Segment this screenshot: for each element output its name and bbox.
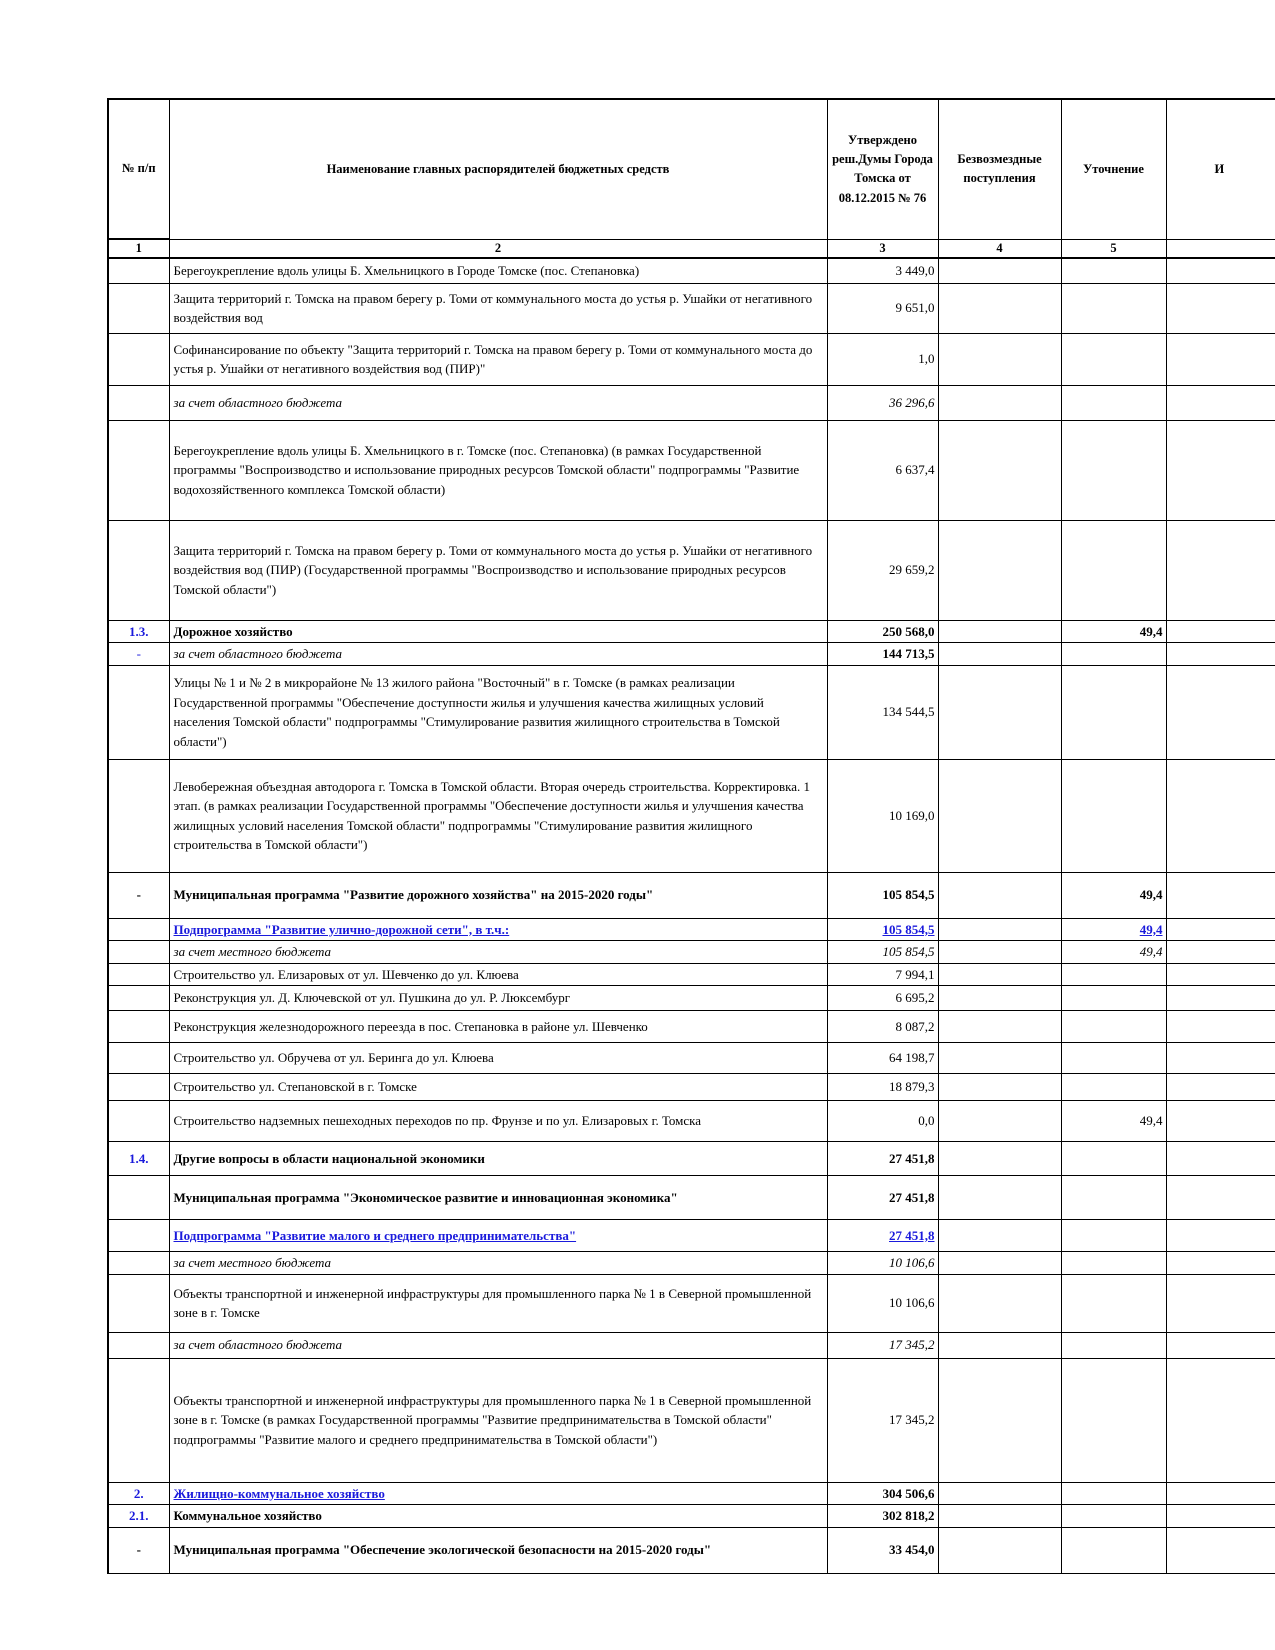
row-total-value — [1166, 1176, 1275, 1220]
row-total-value — [1166, 1505, 1275, 1528]
row-approved-value: 105 854,5 — [827, 918, 938, 941]
row-number — [108, 1043, 169, 1074]
row-grants-value — [938, 918, 1061, 941]
header-col-refine: Уточнение — [1061, 99, 1166, 239]
row-total-value — [1166, 986, 1275, 1011]
row-total-value — [1166, 759, 1275, 872]
row-grants-value — [938, 1482, 1061, 1505]
row-refine-value — [1061, 1505, 1166, 1528]
row-approved-value: 7 994,1 — [827, 963, 938, 986]
table-row — [108, 1358, 1275, 1482]
table-row — [108, 1043, 1275, 1074]
row-refine-value: 49,4 — [1061, 918, 1166, 941]
row-grants-value — [938, 1252, 1061, 1275]
row-name: Объекты транспортной и инженерной инфраструктуры для промышленного парка № 1 в Северной промышленной зоне в г. Томске (в рамках Государственной программы "Развитие предпринимательства в Томской области" подпрограммы "Развитие малого и среднего предпринимательства в Томской области") — [169, 1358, 827, 1482]
table-row — [108, 1527, 1275, 1573]
row-approved-value: 17 345,2 — [827, 1332, 938, 1358]
column-number: 3 — [827, 239, 938, 258]
row-number — [108, 1176, 169, 1220]
column-number — [1166, 239, 1275, 258]
row-grants-value — [938, 520, 1061, 620]
row-approved-value: 27 451,8 — [827, 1220, 938, 1252]
row-grants-value — [938, 665, 1061, 759]
row-total-value — [1166, 1252, 1275, 1275]
row-name: Софинансирование по объекту "Защита территорий г. Томска на правом берегу р. Томи от коммунального моста до устья р. Ушайки от негативного воздействия вод (ПИР)" — [169, 333, 827, 385]
row-number: - — [108, 643, 169, 666]
row-grants-value — [938, 1505, 1061, 1528]
row-grants-value — [938, 258, 1061, 283]
row-name: Улицы № 1 и № 2 в микрорайоне № 13 жилого района "Восточный" в г. Томске (в рамках реализации Государственной программы "Обеспечение доступности жилья и улучшения качества жилищных условий населения Томской области" подпрограммы "Стимулирование развития жилищного строительства в Томской области") — [169, 665, 827, 759]
row-name: Муниципальная программа "Экономическое развитие и инновационная экономика" — [169, 1176, 827, 1220]
row-approved-value: 29 659,2 — [827, 520, 938, 620]
row-number — [108, 258, 169, 283]
row-number — [108, 420, 169, 520]
table-row — [108, 1101, 1275, 1142]
row-approved-value: 33 454,0 — [827, 1527, 938, 1573]
row-name: Объекты транспортной и инженерной инфраструктуры для промышленного парка № 1 в Северной промышленной зоне в г. Томске — [169, 1274, 827, 1332]
row-name: за счет местного бюджета — [169, 1252, 827, 1275]
table-row — [108, 1142, 1275, 1176]
table-row — [108, 283, 1275, 333]
column-number-row — [108, 239, 1275, 258]
row-number — [108, 665, 169, 759]
row-grants-value — [938, 986, 1061, 1011]
row-grants-value — [938, 1176, 1061, 1220]
row-total-value — [1166, 283, 1275, 333]
row-approved-value: 10 169,0 — [827, 759, 938, 872]
row-name: Муниципальная программа "Развитие дорожного хозяйства" на 2015-2020 годы" — [169, 872, 827, 918]
column-number: 2 — [169, 239, 827, 258]
row-name: за счет областного бюджета — [169, 643, 827, 666]
table-row — [108, 385, 1275, 420]
row-total-value — [1166, 1142, 1275, 1176]
row-grants-value — [938, 1332, 1061, 1358]
row-refine-value — [1061, 420, 1166, 520]
row-grants-value — [938, 1358, 1061, 1482]
row-number — [108, 1101, 169, 1142]
row-total-value — [1166, 1527, 1275, 1573]
row-approved-value: 0,0 — [827, 1101, 938, 1142]
row-grants-value — [938, 1101, 1061, 1142]
column-number: 5 — [1061, 239, 1166, 258]
table-row — [108, 1176, 1275, 1220]
header-row — [108, 99, 1275, 239]
table-row — [108, 420, 1275, 520]
row-refine-value — [1061, 759, 1166, 872]
header-col-approved: Утверждено реш.Думы Города Томска от 08.12.2015 № 76 — [827, 99, 938, 239]
table-row — [108, 1482, 1275, 1505]
row-number: - — [108, 872, 169, 918]
column-number: 1 — [108, 239, 169, 258]
row-name: Муниципальная программа "Обеспечение экологической безопасности на 2015-2020 годы" — [169, 1527, 827, 1573]
row-total-value — [1166, 872, 1275, 918]
row-approved-value: 10 106,6 — [827, 1252, 938, 1275]
row-total-value — [1166, 1043, 1275, 1074]
row-refine-value: 49,4 — [1061, 1101, 1166, 1142]
table-row — [108, 520, 1275, 620]
row-refine-value — [1061, 1274, 1166, 1332]
header-col-total: И — [1166, 99, 1275, 239]
table-row — [108, 643, 1275, 666]
row-number — [108, 918, 169, 941]
header-col-name: Наименование главных распорядителей бюджетных средств — [169, 99, 827, 239]
row-approved-value: 105 854,5 — [827, 872, 938, 918]
table-row — [108, 1332, 1275, 1358]
row-number — [108, 1358, 169, 1482]
row-grants-value — [938, 759, 1061, 872]
row-refine-value — [1061, 1142, 1166, 1176]
row-grants-value — [938, 1043, 1061, 1074]
row-approved-value: 250 568,0 — [827, 620, 938, 643]
table-row — [108, 1011, 1275, 1043]
row-grants-value — [938, 1220, 1061, 1252]
row-name: Другие вопросы в области национальной экономики — [169, 1142, 827, 1176]
row-number — [108, 333, 169, 385]
row-refine-value — [1061, 643, 1166, 666]
row-refine-value — [1061, 1176, 1166, 1220]
header-col-grants: Безвозмездные поступления — [938, 99, 1061, 239]
row-name: Реконструкция железнодорожного переезда в пос. Степановка в районе ул. Шевченко — [169, 1011, 827, 1043]
row-approved-value: 302 818,2 — [827, 1505, 938, 1528]
row-refine-value — [1061, 1220, 1166, 1252]
row-number — [108, 1074, 169, 1101]
row-approved-value: 36 296,6 — [827, 385, 938, 420]
row-approved-value: 144 713,5 — [827, 643, 938, 666]
row-total-value — [1166, 1074, 1275, 1101]
row-name: Берегоукрепление вдоль улицы Б. Хмельницкого в Городе Томске (пос. Степановка) — [169, 258, 827, 283]
row-refine-value — [1061, 963, 1166, 986]
row-number — [108, 1274, 169, 1332]
row-approved-value: 134 544,5 — [827, 665, 938, 759]
table-row — [108, 986, 1275, 1011]
row-approved-value: 3 449,0 — [827, 258, 938, 283]
row-total-value — [1166, 333, 1275, 385]
row-grants-value — [938, 1074, 1061, 1101]
row-name: Коммунальное хозяйство — [169, 1505, 827, 1528]
row-name: за счет областного бюджета — [169, 385, 827, 420]
row-refine-value — [1061, 520, 1166, 620]
row-approved-value: 105 854,5 — [827, 941, 938, 964]
row-refine-value — [1061, 1332, 1166, 1358]
row-total-value — [1166, 1332, 1275, 1358]
row-name: за счет областного бюджета — [169, 1332, 827, 1358]
table-row — [108, 1220, 1275, 1252]
row-name: Подпрограмма "Развитие малого и среднего предпринимательства" — [169, 1220, 827, 1252]
table-row — [108, 918, 1275, 941]
row-name: Защита территорий г. Томска на правом берегу р. Томи от коммунального моста до устья р. Ушайки от негативного воздействия вод — [169, 283, 827, 333]
row-total-value — [1166, 520, 1275, 620]
row-total-value — [1166, 941, 1275, 964]
table-row — [108, 665, 1275, 759]
row-refine-value — [1061, 1011, 1166, 1043]
row-number: 2.1. — [108, 1505, 169, 1528]
row-refine-value: 49,4 — [1061, 620, 1166, 643]
row-total-value — [1166, 1220, 1275, 1252]
row-refine-value — [1061, 283, 1166, 333]
row-approved-value: 6 695,2 — [827, 986, 938, 1011]
row-name: Подпрограмма "Развитие улично-дорожной сети", в т.ч.: — [169, 918, 827, 941]
table-row — [108, 1252, 1275, 1275]
row-number: - — [108, 1527, 169, 1573]
row-number: 1.4. — [108, 1142, 169, 1176]
row-approved-value: 8 087,2 — [827, 1011, 938, 1043]
row-number — [108, 986, 169, 1011]
table-row — [108, 759, 1275, 872]
row-refine-value — [1061, 1252, 1166, 1275]
table-row — [108, 620, 1275, 643]
table-row — [108, 941, 1275, 964]
row-total-value — [1166, 643, 1275, 666]
row-approved-value: 1,0 — [827, 333, 938, 385]
row-grants-value — [938, 385, 1061, 420]
row-total-value — [1166, 620, 1275, 643]
row-grants-value — [938, 333, 1061, 385]
row-grants-value — [938, 283, 1061, 333]
row-approved-value: 27 451,8 — [827, 1142, 938, 1176]
row-number — [108, 1011, 169, 1043]
row-total-value — [1166, 385, 1275, 420]
header-col-no: № п/п — [108, 99, 169, 239]
row-refine-value — [1061, 258, 1166, 283]
table-row — [108, 258, 1275, 283]
row-refine-value: 49,4 — [1061, 872, 1166, 918]
row-grants-value — [938, 1011, 1061, 1043]
row-number — [108, 759, 169, 872]
row-grants-value — [938, 963, 1061, 986]
row-grants-value — [938, 1142, 1061, 1176]
row-approved-value: 64 198,7 — [827, 1043, 938, 1074]
row-total-value — [1166, 963, 1275, 986]
row-total-value — [1166, 1482, 1275, 1505]
budget-table — [107, 98, 1275, 1574]
table-row — [108, 963, 1275, 986]
table-row — [108, 1274, 1275, 1332]
row-refine-value — [1061, 1358, 1166, 1482]
row-refine-value — [1061, 333, 1166, 385]
row-number — [108, 283, 169, 333]
row-number — [108, 963, 169, 986]
row-name: за счет местного бюджета — [169, 941, 827, 964]
row-name: Жилищно-коммунальное хозяйство — [169, 1482, 827, 1505]
row-refine-value — [1061, 986, 1166, 1011]
row-grants-value — [938, 1274, 1061, 1332]
row-grants-value — [938, 643, 1061, 666]
table-row — [108, 872, 1275, 918]
row-total-value — [1166, 1011, 1275, 1043]
row-number — [108, 941, 169, 964]
table-row — [108, 1074, 1275, 1101]
row-total-value — [1166, 420, 1275, 520]
row-grants-value — [938, 872, 1061, 918]
row-total-value — [1166, 665, 1275, 759]
row-total-value — [1166, 1358, 1275, 1482]
row-refine-value — [1061, 665, 1166, 759]
row-number — [108, 520, 169, 620]
row-refine-value — [1061, 1527, 1166, 1573]
row-name: Строительство надземных пешеходных переходов по пр. Фрунзе и по ул. Елизаровых г. Томска — [169, 1101, 827, 1142]
column-number: 4 — [938, 239, 1061, 258]
row-approved-value: 9 651,0 — [827, 283, 938, 333]
row-total-value — [1166, 1101, 1275, 1142]
row-grants-value — [938, 1527, 1061, 1573]
row-number: 1.3. — [108, 620, 169, 643]
row-number — [108, 1252, 169, 1275]
row-number: 2. — [108, 1482, 169, 1505]
row-refine-value: 49,4 — [1061, 941, 1166, 964]
row-approved-value: 6 637,4 — [827, 420, 938, 520]
row-name: Строительство ул. Обручева от ул. Беринга до ул. Клюева — [169, 1043, 827, 1074]
row-name: Строительство ул. Степановской в г. Томске — [169, 1074, 827, 1101]
row-name: Левобережная объездная автодорога г. Томска в Томской области. Вторая очередь строительства. Корректировка. 1 этап. (в рамках реализации Государственной программы "Обеспечение доступности жилья и улучшения качества жилищных условий населения Томской области" подпрограммы "Стимулирование развития жилищного строительства в Томской области") — [169, 759, 827, 872]
row-refine-value — [1061, 1043, 1166, 1074]
row-total-value — [1166, 258, 1275, 283]
table-body — [108, 258, 1275, 1573]
row-number — [108, 385, 169, 420]
row-total-value — [1166, 918, 1275, 941]
row-name: Берегоукрепление вдоль улицы Б. Хмельницкого в г. Томске (пос. Степановка) (в рамках Государственной программы "Воспроизводство и использование природных ресурсов Томской области" подпрограммы "Развитие водохозяйственного комплекса Томской области) — [169, 420, 827, 520]
row-name: Строительство ул. Елизаровых от ул. Шевченко до ул. Клюева — [169, 963, 827, 986]
row-number — [108, 1220, 169, 1252]
row-approved-value: 18 879,3 — [827, 1074, 938, 1101]
row-approved-value: 17 345,2 — [827, 1358, 938, 1482]
row-grants-value — [938, 420, 1061, 520]
row-approved-value: 27 451,8 — [827, 1176, 938, 1220]
row-grants-value — [938, 620, 1061, 643]
row-name: Реконструкция ул. Д. Ключевской от ул. Пушкина до ул. Р. Люксембург — [169, 986, 827, 1011]
row-refine-value — [1061, 1482, 1166, 1505]
table-row — [108, 333, 1275, 385]
row-grants-value — [938, 941, 1061, 964]
table-row — [108, 1505, 1275, 1528]
row-name: Защита территорий г. Томска на правом берегу р. Томи от коммунального моста до устья р. Ушайки от негативного воздействия вод (ПИР) (Государственной программы "Воспроизводство и использование природных ресурсов Томской области") — [169, 520, 827, 620]
row-approved-value: 10 106,6 — [827, 1274, 938, 1332]
row-refine-value — [1061, 1074, 1166, 1101]
row-number — [108, 1332, 169, 1358]
row-refine-value — [1061, 385, 1166, 420]
row-name: Дорожное хозяйство — [169, 620, 827, 643]
row-approved-value: 304 506,6 — [827, 1482, 938, 1505]
row-total-value — [1166, 1274, 1275, 1332]
